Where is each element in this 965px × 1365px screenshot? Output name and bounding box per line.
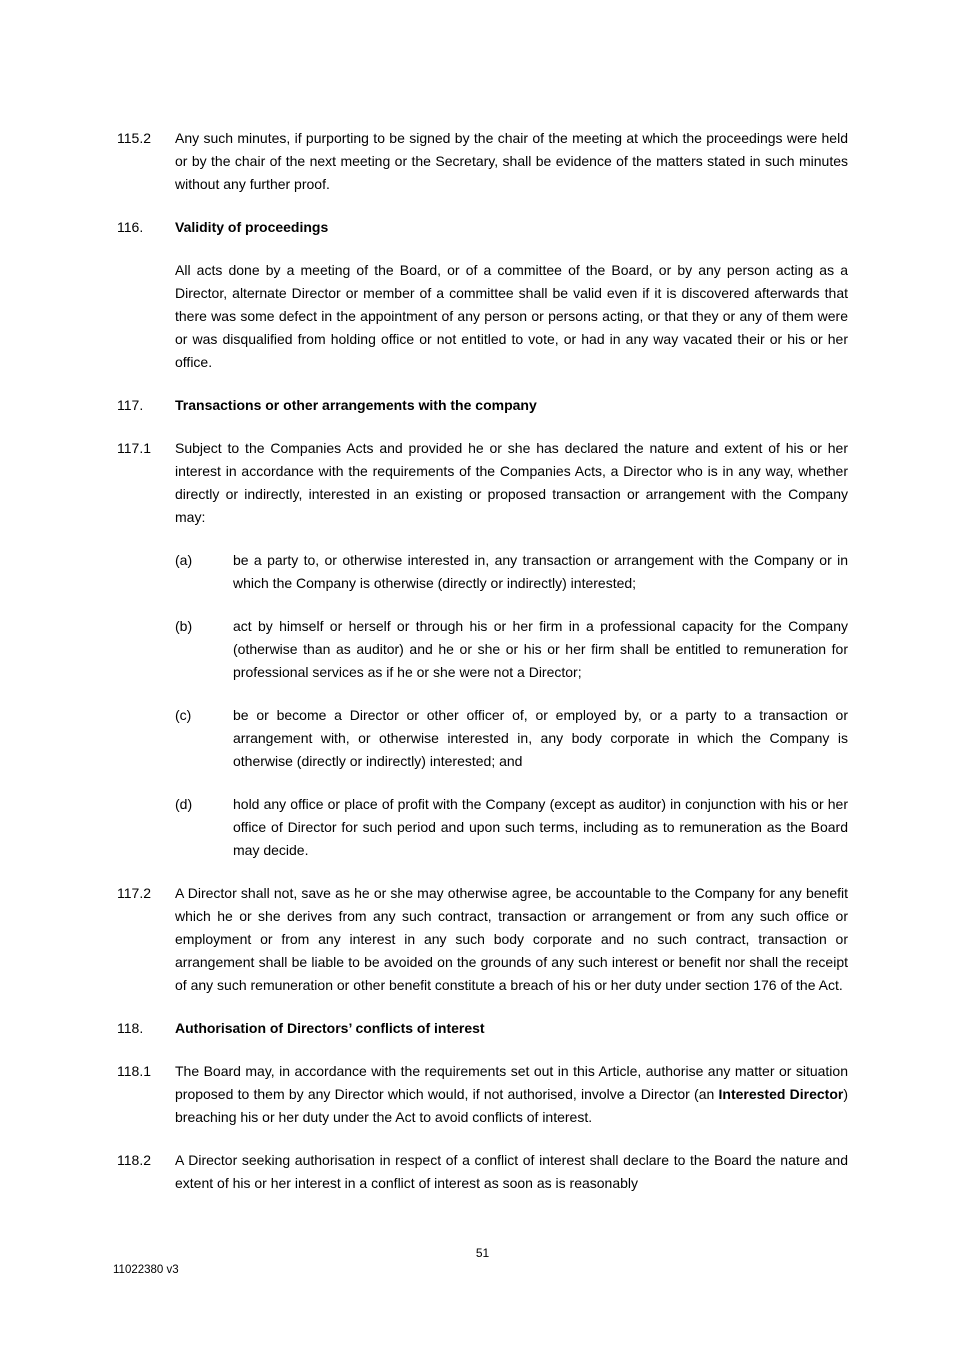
sub-clause (117, 704, 848, 773)
clause-text: A Director seeking authorisation in respect of a conflict of interest shall declare to the Board the nature and extent of his or her interest in a conflict of interest as soon as is reasonably (175, 1152, 848, 1191)
clause-text: A Director shall not, save as he or she may otherwise agree, be accountable to the Company for any benefit which he or she derives from any such contract, transaction or arrangement or from any such office or employment or from any interest in any such body corporate and no such contract, transaction or arrangement shall be liable to be avoided on the grounds of any such interest or benefit nor shall the receipt of any such remuneration or other benefit constitute a breach of his or her duty under section 176 of the Act. (175, 885, 848, 993)
text-segment: ) breaching his or her duty under the Act to avoid conflicts of interest. (175, 1086, 848, 1125)
sub-clause-letter: (b) (175, 618, 193, 634)
clause-text: act by himself or herself or through his or her firm in a professional capacity for the Company (otherwise than as auditor) and he or she or his or her firm shall be entitled to remuneration for professional services as if he or she were not a Director; (233, 618, 848, 680)
clause-number: 117.1 (117, 440, 151, 456)
clause-number (117, 259, 175, 374)
clause (117, 437, 848, 529)
clause-text: be or become a Director or other officer of, or employed by, or a party to a transaction or arrangement with, or otherwise interested in, any body corporate in which the Company is otherwise (directly or indirectly) interested; and (233, 707, 848, 769)
clause-number: 115.2 (117, 130, 151, 146)
sub-clause (117, 615, 848, 684)
defined-term: Interested Director (718, 1086, 844, 1102)
clause-text: Subject to the Companies Acts and provided he or she has declared the nature and extent of his or her interest in accordance with the requirements of the Companies Acts, a Director who is in any way, whether directly or indirectly, interested in an existing or proposed transaction or arrangement with the Company may: (175, 440, 848, 525)
page-number: 51 (475, 1246, 490, 1260)
section-heading (117, 394, 848, 417)
clause-text: Any such minutes, if purporting to be signed by the chair of the meeting at which the proceedings were held or by the chair of the next meeting or the Secretary, shall be evidence of the matters stated in such minutes without any further proof. (175, 130, 848, 192)
sub-clause-letter: (d) (175, 796, 193, 812)
clause (117, 1149, 848, 1195)
clause-number: 117. (117, 397, 144, 413)
sub-clause (117, 793, 848, 862)
text-segment: The Board may, in accordance with the requirements set out in this Article, authorise any matter or situation proposed to them by any Director which would, if not authorised, involve a Director (an (175, 1063, 848, 1102)
clause-number: 118. (117, 1020, 144, 1036)
clause-number: 117.2 (117, 885, 151, 901)
clause (117, 127, 848, 196)
section-heading-text: Authorisation of Directors’ conflicts of interest (175, 1020, 485, 1036)
clause-number: 118.1 (117, 1063, 151, 1079)
clause-text: All acts done by a meeting of the Board, or of a committee of the Board, or by any person acting as a Director, alternate Director or member of a committee shall be valid even if it is discovered afterwards that there was some defect in the appointment of any person or persons acting, or that they or any of them were or was disqualified from holding office or not entitled to vote, or had in any way vacated their or his or her office. (175, 262, 848, 370)
clause-number: 116. (117, 219, 144, 235)
clause-number: 118.2 (117, 1152, 151, 1168)
document-reference: 11022380 v3 (113, 1264, 179, 1276)
sub-clause-letter: (a) (175, 552, 193, 568)
clause-text: hold any office or place of profit with the Company (except as auditor) in conjunction with his or her office of Director for such period and upon such terms, including as to remuneration as the Board may decide. (233, 796, 848, 858)
clause-text: be a party to, or otherwise interested in, any transaction or arrangement with the Company or in which the Company is otherwise (directly or indirectly) interested; (233, 552, 848, 591)
section-heading-text: Validity of proceedings (175, 219, 329, 235)
clause-text (175, 1060, 848, 1129)
sub-clause-letter: (c) (175, 707, 192, 723)
clause (117, 1060, 848, 1129)
section-heading (117, 1017, 848, 1040)
sub-clause (117, 549, 848, 595)
document-body (117, 127, 848, 1215)
section-heading-text: Transactions or other arrangements with the company (175, 397, 537, 413)
clause (117, 882, 848, 997)
section-heading (117, 216, 848, 239)
clause (117, 259, 848, 374)
